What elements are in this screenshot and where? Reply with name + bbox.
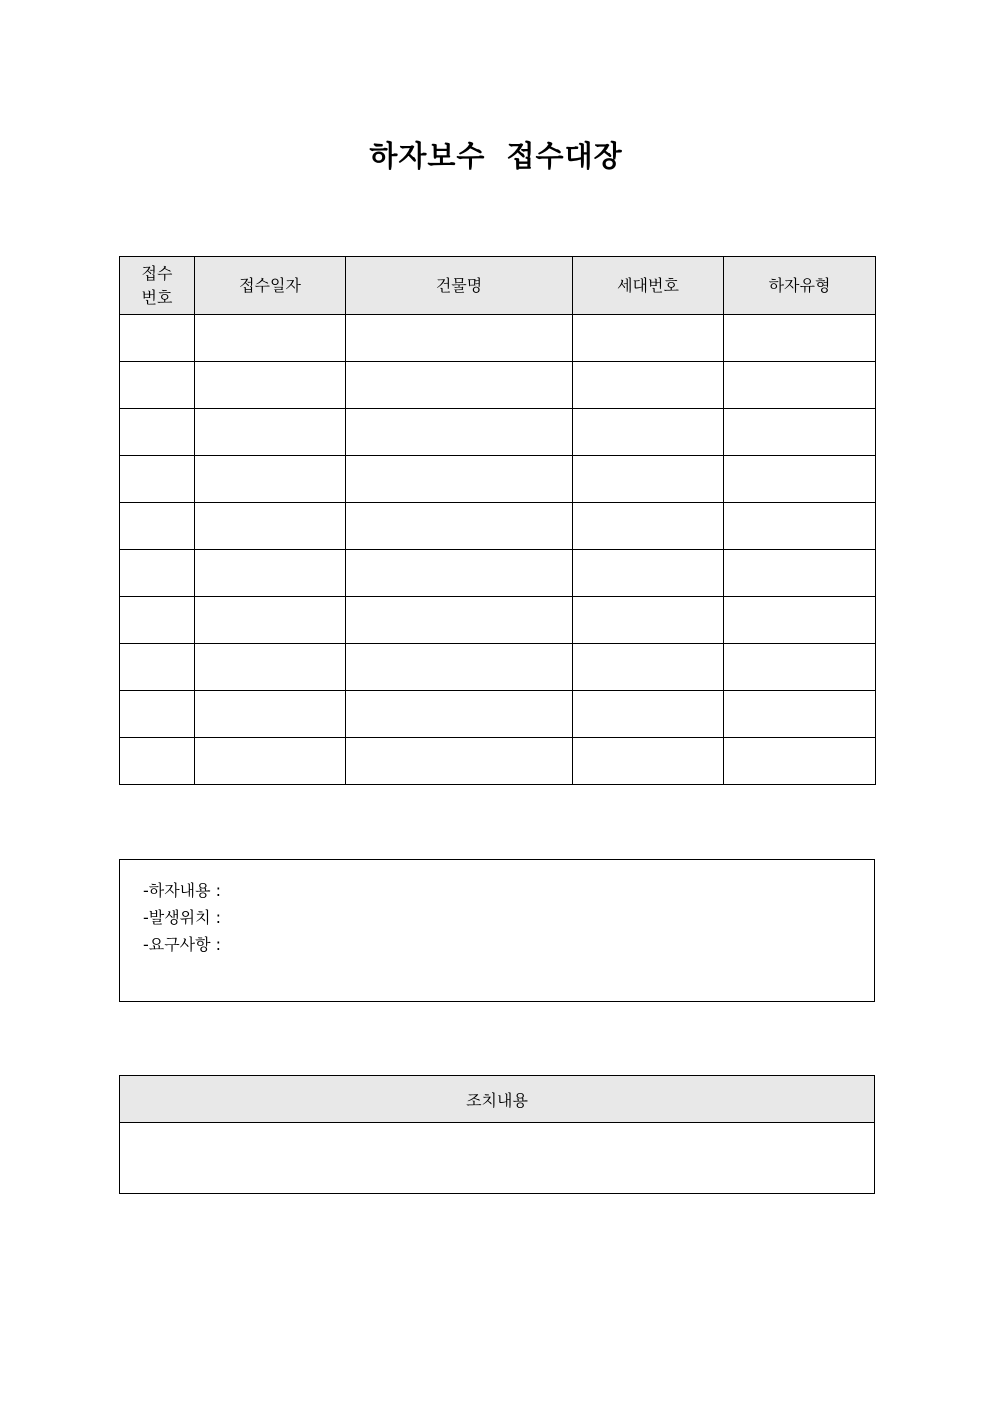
table-cell[interactable] [195,550,346,597]
table-row [120,597,876,644]
table-cell[interactable] [573,315,724,362]
table-cell[interactable] [120,409,195,456]
table-row [120,550,876,597]
table-cell[interactable] [120,597,195,644]
defect-info-lines [143,877,221,958]
table-cell[interactable] [346,550,573,597]
table-row [120,409,876,456]
table-cell[interactable] [573,597,724,644]
table-cell[interactable] [346,362,573,409]
table-cell[interactable] [573,503,724,550]
table-cell[interactable] [120,550,195,597]
table-row [120,456,876,503]
header-receipt-date: 접수일자 [195,257,346,315]
occurrence-location-label: -발생위치 : [143,908,222,927]
table-row [120,362,876,409]
table-cell[interactable] [120,315,195,362]
table-row [120,315,876,362]
action-header: 조치내용 [120,1076,875,1123]
table-cell[interactable] [120,738,195,785]
header-building-name: 건물명 [346,257,573,315]
table-cell[interactable] [573,550,724,597]
table-cell[interactable] [346,315,573,362]
action-content-row [120,1123,875,1194]
table-cell[interactable] [724,409,876,456]
table-row [120,503,876,550]
table-cell[interactable] [195,315,346,362]
defect-info-box[interactable] [119,859,875,1002]
table-cell[interactable] [195,362,346,409]
table-cell[interactable] [724,644,876,691]
page-title: 하자보수 접수대장 [369,139,623,173]
register-header-row [120,257,876,315]
table-cell[interactable] [573,691,724,738]
table-cell[interactable] [724,503,876,550]
table-cell[interactable] [195,597,346,644]
table-row [120,691,876,738]
header-unit-number: 세대번호 [573,257,724,315]
header-receipt-number: 접수번호 [120,257,195,315]
table-cell[interactable] [346,409,573,456]
register-table [119,256,876,785]
table-cell[interactable] [120,503,195,550]
table-cell[interactable] [346,503,573,550]
table-cell[interactable] [573,644,724,691]
table-cell[interactable] [724,456,876,503]
table-cell[interactable] [573,409,724,456]
header-defect-type: 하자유형 [724,257,876,315]
table-cell[interactable] [195,644,346,691]
action-table [119,1075,875,1194]
table-cell[interactable] [573,456,724,503]
table-cell[interactable] [346,738,573,785]
defect-content-label: -하자내용 : [143,881,222,900]
table-cell[interactable] [724,738,876,785]
table-cell[interactable] [573,738,724,785]
table-row [120,644,876,691]
table-cell[interactable] [120,644,195,691]
table-cell[interactable] [724,362,876,409]
table-row [120,738,876,785]
table-cell[interactable] [724,691,876,738]
table-cell[interactable] [195,691,346,738]
table-cell[interactable] [724,550,876,597]
table-cell[interactable] [724,597,876,644]
table-cell[interactable] [346,456,573,503]
table-cell[interactable] [195,738,346,785]
table-cell[interactable] [346,691,573,738]
table-cell[interactable] [195,409,346,456]
table-cell[interactable] [724,315,876,362]
action-header-row [120,1076,875,1123]
table-cell[interactable] [120,456,195,503]
table-cell[interactable] [346,644,573,691]
table-cell[interactable] [120,691,195,738]
table-cell[interactable] [195,503,346,550]
table-cell[interactable] [195,456,346,503]
table-cell[interactable] [573,362,724,409]
table-cell[interactable] [346,597,573,644]
table-cell[interactable] [120,362,195,409]
action-content-cell[interactable] [120,1123,875,1194]
requirements-label: -요구사항 : [143,935,222,954]
